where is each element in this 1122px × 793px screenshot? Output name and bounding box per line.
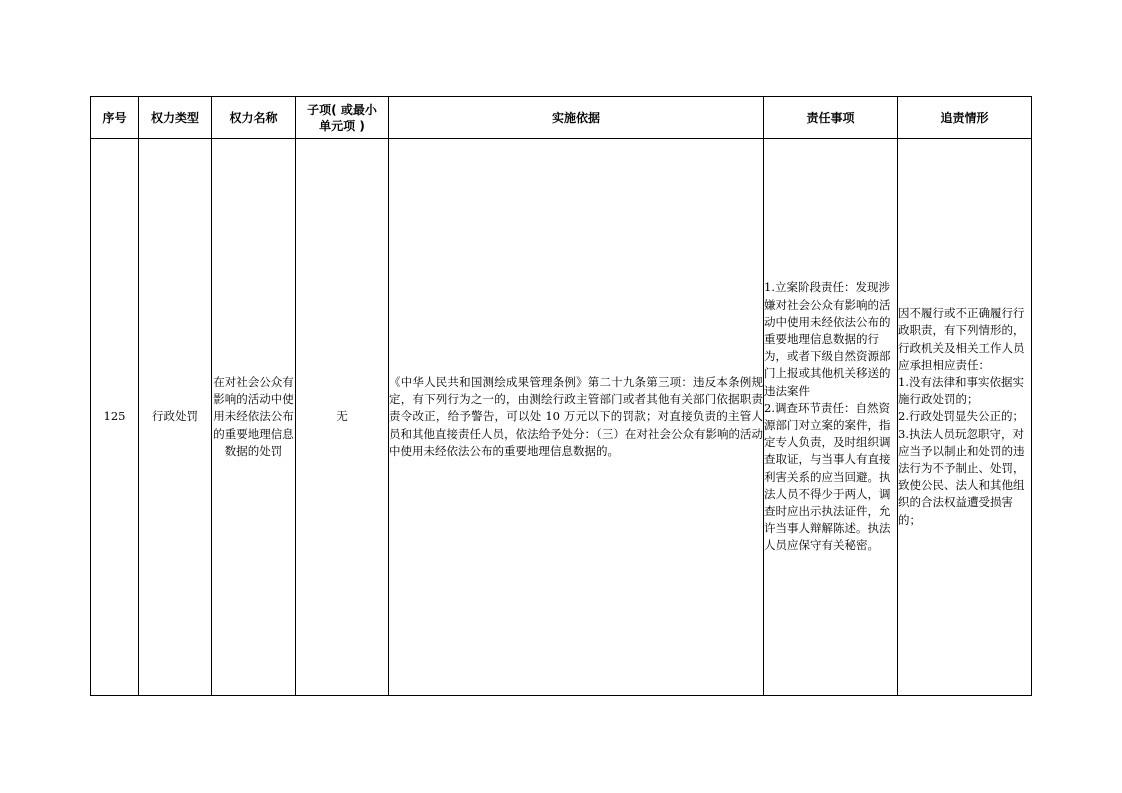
header-subitem xyxy=(296,97,389,139)
cell-power-name: 在对社会公众有影响的活动中使用未经依法公布的重要地理信息数据的处罚 xyxy=(212,139,296,696)
power-list-table xyxy=(90,96,1032,696)
cell-subitem: 无 xyxy=(296,139,389,696)
header-power-type: 权力类型 xyxy=(139,97,212,139)
header-accountability: 追责情形 xyxy=(898,97,1032,139)
table-row xyxy=(91,139,1032,696)
cell-basis: 《中华人民共和国测绘成果管理条例》第二十九条第三项：违反本条例规定，有下列行为之一的，由测绘行政主管部门或者其他有关部门依据职责责令改正，给予警告，可以处 10 万元以下的罚款；对直接负责的主管人员和其他直接责任人员，依法给予处分：（三）在对社会公众有影响的活动中使用未经依法公布的重要地理信息数据的。 xyxy=(389,139,764,696)
header-power-name: 权力名称 xyxy=(212,97,296,139)
accountability-item: 1.没有法律和事实依据实施行政处罚的； xyxy=(898,374,1024,407)
header-seq: 序号 xyxy=(91,97,139,139)
header-basis: 实施依据 xyxy=(389,97,764,139)
responsibility-item: 1.立案阶段责任：发现涉嫌对社会公众有影响的活动中使用未经依法公布的重要地理信息数据的行为，或者下级自然资源部门上报或其他机关移送的违法案件 xyxy=(764,280,891,398)
cell-responsibility xyxy=(764,139,898,696)
accountability-item: 2.行政处罚显失公正的； xyxy=(898,409,1024,424)
cell-power-type: 行政处罚 xyxy=(139,139,212,696)
header-subitem-line1: 子项( 或最小 xyxy=(307,102,377,117)
responsibility-item: 2.调查环节责任：自然资源部门对立案的案件，指定专人负责，及时组织调查取证，与当事人有直接利害关系的应当回避。执法人员不得少于两人，调查时应出示执法证件，允许当事人辩解陈述。执法人员应保守有关秘密。 xyxy=(764,400,891,553)
header-row xyxy=(91,97,1032,139)
header-subitem-line2: 单元项 ) xyxy=(319,118,365,133)
cell-accountability xyxy=(898,139,1032,696)
header-responsibility: 责任事项 xyxy=(764,97,898,139)
accountability-item: 因不履行或不正确履行行政职责，有下列情形的，行政机关及相关工作人员应承担相应责任： xyxy=(898,306,1025,372)
accountability-item: 3.执法人员玩忽职守，对应当予以制止和处罚的违法行为不予制止、处罚，致使公民、法人和其他组织的合法权益遭受损害的； xyxy=(898,426,1025,527)
cell-seq: 125 xyxy=(91,139,139,696)
